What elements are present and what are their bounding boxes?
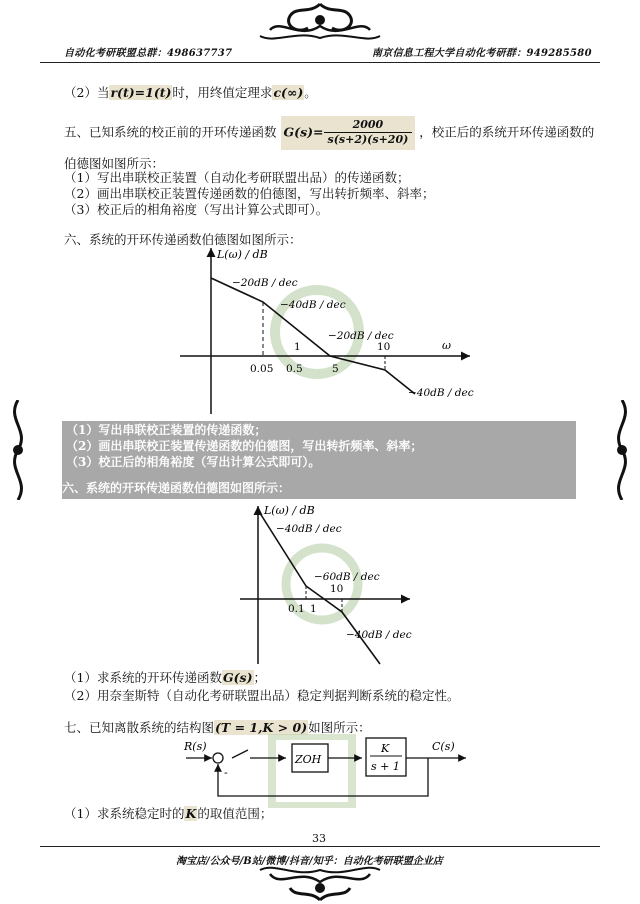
tick-0.5: 0.5	[286, 363, 303, 375]
q5-item-2: （2）画出串联校正装置传递函数的伯德图，写出转折频率、斜率；	[64, 186, 435, 201]
q5-transfer-fn: G(s)= $\frac{2000}{s(s+2)(s+20)}$	[281, 116, 416, 150]
ylabel-2: L(ω) / dB	[264, 504, 315, 517]
bode-plot-2	[230, 502, 420, 668]
tick-10: 10	[377, 341, 391, 353]
summing-junction	[213, 753, 223, 763]
panel-title: 六、系统的开环传递函数伯德图如图所示：	[62, 481, 291, 495]
tick-5: 5	[332, 363, 339, 375]
footer-rule	[40, 846, 600, 847]
input-label: R(s)	[184, 740, 207, 753]
left-ornament	[4, 400, 32, 500]
expr-K: K	[185, 806, 197, 821]
output-label: C(s)	[432, 740, 455, 753]
q6b-item-2: （2）用奈奎斯特（自动化考研联盟出品）稳定判据判断系统的稳定性。	[64, 688, 460, 703]
slope2-label-2: −60dB / dec	[314, 571, 380, 583]
expr-G-s: G(s)	[222, 670, 253, 685]
highlight-panel	[62, 421, 576, 499]
slope-label-3: −20dB / dec	[328, 330, 394, 342]
slope-label-1: −20dB / dec	[232, 277, 298, 289]
footer-text: 淘宝店/公众号/B站/微博/抖音/知乎：自动化考研联盟企业店	[176, 856, 443, 867]
q5-prev-item: （2）当r(t)=1(t)时，用终值定理求c(∞)。	[64, 85, 317, 100]
page-number: 33	[312, 832, 326, 845]
q7-lead: 七、已知离散系统的结构图(T = 1,K > 0)如图所示：	[64, 720, 371, 735]
bottom-ornament	[250, 864, 390, 902]
gain-num: K	[381, 742, 390, 755]
right-ornament	[608, 400, 636, 500]
header-left: 自动化考研联盟总群：498637737	[64, 48, 233, 59]
panel-item-2: （2）画出串联校正装置传递函数的伯德图，写出转折频率、斜率；	[66, 439, 423, 453]
panel-item-3: （3）校正后的相角裕度（写出计算公式即可）。	[66, 455, 321, 469]
q6b-item-1: （1）求系统的开环传递函数G(s)；	[64, 670, 267, 685]
tick2-10: 10	[330, 583, 344, 595]
header-rule	[40, 62, 600, 63]
tick-0.05: 0.05	[250, 363, 274, 375]
slope-label-4: −40dB / dec	[408, 387, 474, 399]
panel-item-1: （1）写出串联校正装置的传递函数；	[66, 423, 267, 437]
tick2-0.1: 0.1	[288, 603, 305, 615]
ylabel-1: L(ω) / dB	[217, 248, 268, 261]
zoh-label: ZOH	[295, 753, 322, 766]
slope2-label-3: −40dB / dec	[346, 629, 412, 641]
tick-1: 1	[294, 341, 301, 353]
q5-item-1: （1）写出串联校正装置（自动化考研联盟出品）的传递函数；	[64, 170, 410, 185]
q6a-title: 六、系统的开环传递函数伯德图如图所示：	[64, 232, 302, 247]
expr-T-K: (T = 1,K > 0)	[215, 720, 308, 735]
block-diagram	[176, 734, 476, 808]
bode-plot-1	[170, 244, 480, 420]
header-right: 南京信息工程大学自动化考研群：949285580	[372, 48, 592, 59]
q5-line2: 伯德图如图所示：	[64, 156, 165, 171]
expr-r-t: r(t)=1(t)	[110, 85, 172, 100]
tick2-1: 1	[310, 603, 317, 615]
gain-den: s + 1	[371, 760, 400, 773]
sampler-switch	[232, 750, 248, 758]
q7-item-1: （1）求系统稳定时的K的取值范围；	[64, 806, 273, 821]
q5-item-3: （3）校正后的相角裕度（写出计算公式即可）。	[64, 202, 329, 217]
q5-lead: 五、已知系统的校正前的开环传递函数 G(s)= $\frac{2000}{s(s+2)(s+20)}$ ，校正后的系统开环传递函数的	[64, 116, 594, 150]
expr-c-inf: c(∞)	[273, 85, 304, 100]
slope-label-2: −40dB / dec	[280, 299, 346, 311]
slope2-label-1: −40dB / dec	[276, 523, 342, 535]
top-ornament	[250, 0, 390, 48]
minus-sign: -	[224, 766, 228, 779]
xlabel-1: ω	[442, 339, 451, 352]
